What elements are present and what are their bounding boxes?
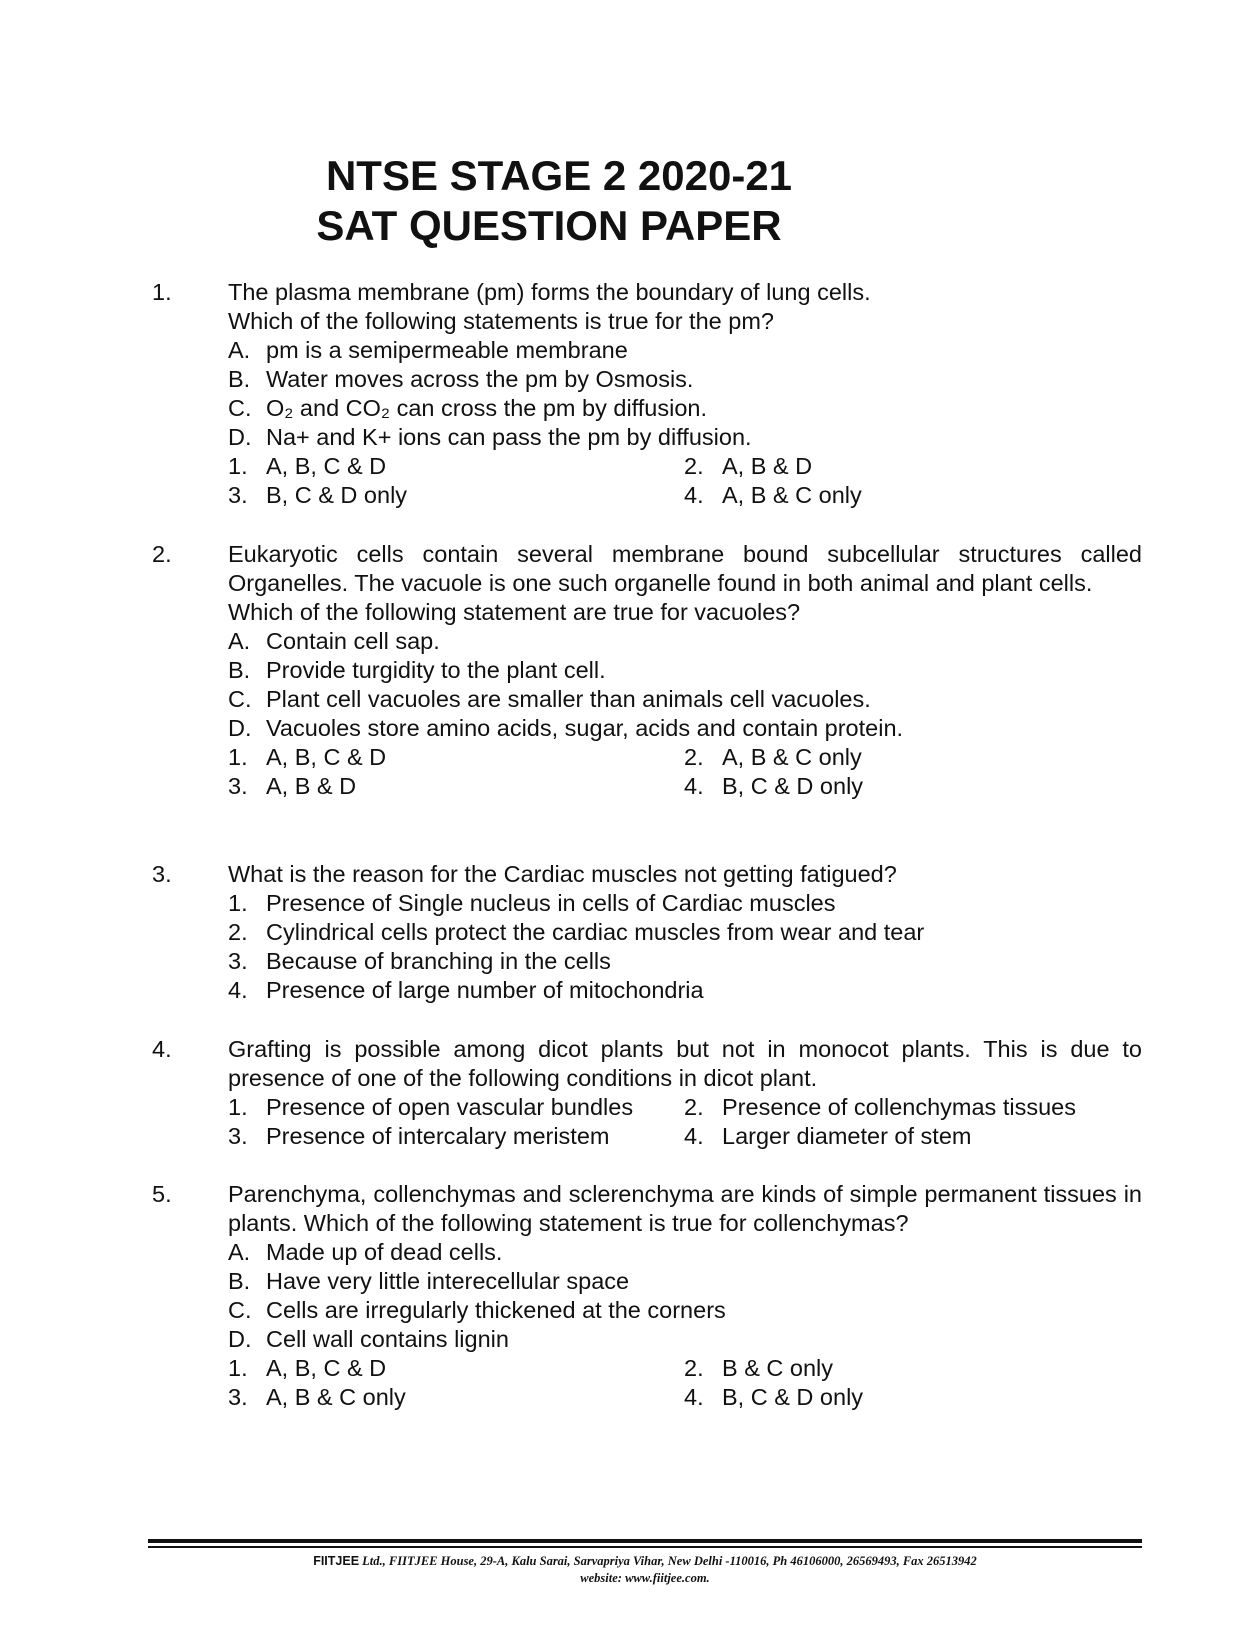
option-4: 4. B, C & D only [684,773,864,799]
option-3: 3. Because of branching in the cells [228,948,611,974]
option-4: 4. Larger diameter of stem [684,1123,972,1149]
question-5 [152,1180,1142,1412]
footer-brand: FIITJEE [313,1554,360,1568]
question-text: Which of the following statement are true for vacuoles? [228,599,801,625]
option-4: 4. Presence of large number of mitochondria [228,977,704,1003]
question-number: 4. [152,1036,172,1062]
footer-divider [148,1539,1142,1543]
question-text: Grafting is possible among dicot plants but not in monocot plants. This is due to presence of one of the following conditions in dicot plant. [228,1036,1142,1091]
question-3 [152,860,1142,1005]
option-2: 2. Presence of collenchymas tissues [684,1094,1076,1120]
option-4: 4. B, C & D only [684,1384,864,1410]
question-4 [152,1035,1142,1151]
option-2: 2. A, B & D [684,453,813,479]
statement-c: C. O₂ and CO₂ can cross the pm by diffusion. [228,395,708,421]
option-1: 1. A, B, C & D [228,744,387,770]
statement-b: B. Provide turgidity to the plant cell. [228,657,606,683]
statement-c: C. Cells are irregularly thickened at the corners [228,1297,726,1323]
statement-a: A. pm is a semipermeable membrane [228,337,628,363]
page-title: NTSE STAGE 2 2020-21 [325,152,793,199]
statement-d: D. Cell wall contains lignin [228,1326,509,1352]
question-number: 5. [152,1181,172,1207]
statement-a: A. Made up of dead cells. [228,1239,503,1265]
option-2: 2. B & C only [684,1355,834,1381]
question-number: 3. [152,861,172,887]
footer-divider [148,1546,1142,1548]
footer-address [148,1553,1142,1570]
statement-d: D. Vacuoles store amino acids, sugar, acids and contain protein. [228,715,904,741]
statement-d: D. Na+ and K+ ions can pass the pm by diffusion. [228,424,752,450]
question-text: Eukaryotic cells contain several membrane bound subcellular structures called Organelles. The vacuole is one such organelle found in both animal and plant cells. [228,541,1142,596]
option-3: 3. B, C & D only [228,482,408,508]
statement-a: A. Contain cell sap. [228,628,440,654]
statement-b: B. Water moves across the pm by Osmosis. [228,366,694,392]
question-2 [152,540,1142,801]
option-3: 3. Presence of intercalary meristem [228,1123,610,1149]
option-3: 3. A, B & D [228,773,357,799]
question-text: Parenchyma, collenchymas and sclerenchyma are kinds of simple permanent tissues in plants. Which of the following statement is true for collenchymas? [228,1181,1142,1236]
question-number: 2. [152,541,172,567]
option-1: 1. Presence of Single nucleus in cells of Cardiac muscles [228,890,836,916]
footer-website: website: www.fiitjee.com. [580,1571,710,1585]
option-1: 1. A, B, C & D [228,1355,387,1381]
option-3: 3. A, B & C only [228,1384,406,1410]
statement-b: B. Have very little interecellular space [228,1268,630,1294]
statement-c: C. Plant cell vacuoles are smaller than animals cell vacuoles. [228,686,871,712]
option-1: 1. A, B, C & D [228,453,387,479]
option-1: 1. Presence of open vascular bundles [228,1094,634,1120]
question-1 [152,278,1142,510]
question-text: Which of the following statements is true for the pm? [228,308,774,334]
footer-address-text: Ltd., FIITJEE House, 29-A, Kalu Sarai, Sarvapriya Vihar, New Delhi -110016, Ph 46106000, 26569493, Fax 26513942 [362,1554,977,1568]
page-subtitle: SAT QUESTION PAPER [316,202,782,249]
option-2: 2. A, B & C only [684,744,862,770]
question-text: The plasma membrane (pm) forms the boundary of lung cells. [228,279,871,305]
option-2: 2. Cylindrical cells protect the cardiac muscles from wear and tear [228,919,925,945]
question-number: 1. [152,279,172,305]
option-4: 4. A, B & C only [684,482,862,508]
question-text: What is the reason for the Cardiac muscles not getting fatigued? [228,861,897,887]
